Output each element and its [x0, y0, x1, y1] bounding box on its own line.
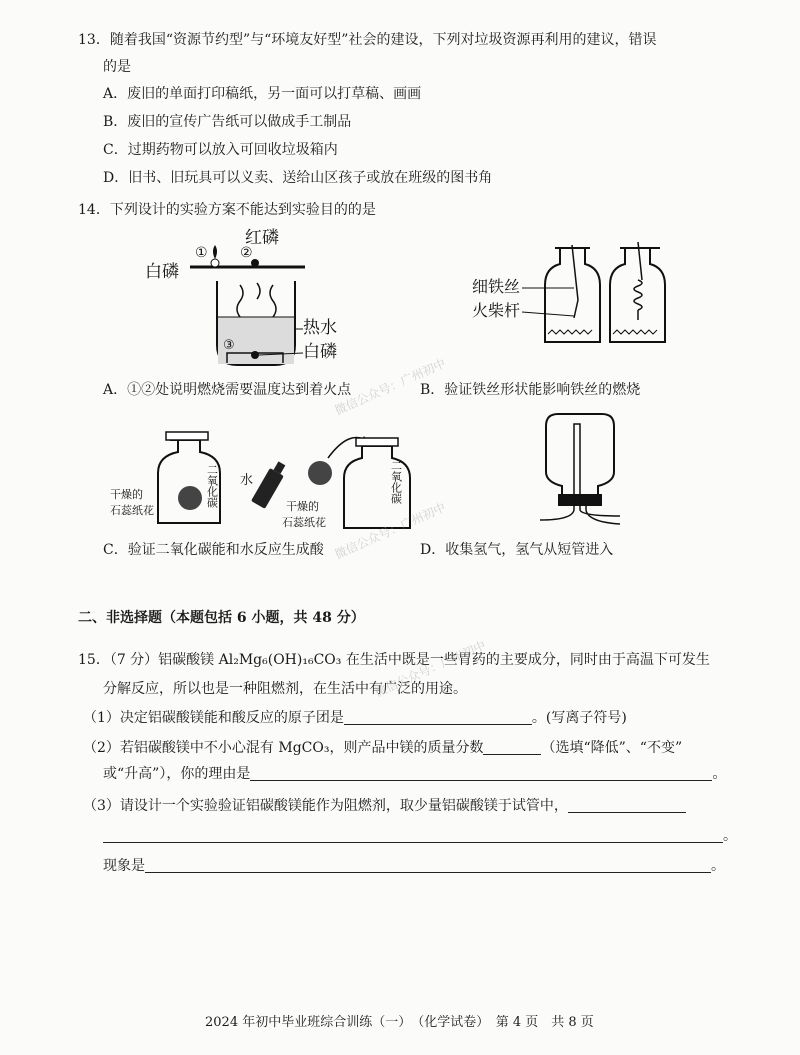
answer-blank-mass-fraction[interactable]	[483, 738, 541, 755]
label-litmus-2: 石蕊纸花	[282, 516, 326, 529]
label-red-phosphorus: 红磷	[245, 228, 279, 248]
q15-part2-reason-text: 或“升高”），你的理由是	[103, 766, 251, 782]
q15-part3	[83, 796, 686, 816]
q15-part2-options: （选填“降低”、“不变”	[541, 740, 683, 756]
q15-phenomenon-label: 现象是	[103, 858, 145, 874]
mark-3: ③	[223, 338, 235, 353]
q14-stem: 14．下列设计的实验方案不能达到实验目的的是	[78, 202, 376, 218]
white-phosphorus-plate	[211, 259, 219, 267]
mark-2: ②	[240, 245, 253, 261]
answer-blank-phenomenon[interactable]	[145, 856, 711, 873]
q15-part3-period: 。	[723, 828, 737, 844]
q13-option-b: B．废旧的宣传广告纸可以做成手工制品	[103, 114, 352, 130]
q15-line1: 15．（7 分）铝碳酸镁 Al₂Mg₆(OH)₁₆CO₃ 在生活中既是一些胃药的主要成分，同时由于高温下可发生	[78, 652, 710, 668]
q15-line2: 分解反应，所以也是一种阻燃剂，在生活中有广泛的用途。	[103, 681, 467, 697]
q15-part3-line2	[103, 826, 737, 846]
label-dry-2: 干燥的	[286, 500, 319, 513]
q14-option-d: D．收集氢气，氢气从短管进入	[420, 542, 614, 558]
q13-stem-line2: 的是	[103, 59, 131, 75]
coiled-iron-wire	[634, 280, 642, 310]
q14-option-a: A．①②处说明燃烧需要温度达到着火点	[103, 382, 352, 398]
q15-part2	[83, 738, 682, 758]
spray-bottle-icon	[251, 468, 284, 509]
flame-icon	[213, 245, 217, 259]
q15-part3-text: （3）请设计一个实验验证铝碳酸镁能作为阻燃剂，取少量铝碳酸镁于试管中，	[83, 798, 568, 814]
page-footer: 2024 年初中毕业班综合训练（一） （化学试卷） 第 4 页 共 8 页	[205, 1015, 594, 1030]
white-phosphorus-underwater	[251, 351, 259, 359]
label-match-stick: 火柴杆	[472, 301, 521, 320]
label-white-phosphorus-top: 白磷	[145, 262, 179, 282]
section-2-title: 二、非选择题（本题包括 6 小题，共 48 分）	[78, 610, 365, 626]
figure-b-iron-wire-bottles	[470, 240, 700, 352]
answer-blank-experiment-2[interactable]	[103, 826, 723, 843]
label-litmus-1: 石蕊纸花	[110, 504, 154, 517]
q13-option-d: D．旧书、旧玩具可以义卖、送给山区孩子或放在班级的图书角	[103, 170, 493, 186]
mark-1: ①	[195, 245, 208, 261]
label-hot-water: 热水	[303, 318, 337, 338]
q15-part2-reason	[103, 764, 726, 784]
q15-part1-suffix: 。(写离子符号)	[531, 710, 627, 726]
q14-option-b: B．验证铁丝形状能影响铁丝的燃烧	[420, 382, 641, 398]
q15-part1	[83, 708, 627, 728]
q15-part2-text: （2）若铝碳酸镁中不小心混有 MgCO₃，则产品中镁的质量分数	[83, 740, 484, 756]
q13-stem-line1: 13．随着我国“资源节约型”与“环境友好型”社会的建设，下列对垃圾资源再利用的建议，错误	[78, 32, 657, 48]
q15-part1-text: （1）决定铝碳酸镁能和酸反应的原子团是	[83, 710, 344, 726]
bottle-left	[545, 248, 600, 342]
watermark: 微信公众号：广州初中	[332, 500, 448, 562]
figure-d-gas-collection	[540, 410, 620, 528]
answer-blank-experiment-1[interactable]	[568, 796, 686, 813]
q13-option-a: A．废旧的单面打印稿纸，另一面可以打草稿、画画	[103, 86, 422, 102]
litmus-flower-icon	[178, 486, 202, 510]
answer-blank-reason[interactable]	[250, 764, 712, 781]
q15-phenomenon-period: 。	[711, 858, 725, 874]
figure-a-combustion-beaker	[145, 225, 345, 375]
q14-option-c: C．验证二氧化碳能和水反应生成酸	[103, 542, 324, 558]
label-white-phosphorus-bottom: 白磷	[303, 342, 337, 362]
watermark: 微信公众号：广州初中	[372, 638, 488, 700]
q15-part2-period: 。	[712, 766, 727, 782]
label-dry-1: 干燥的	[110, 488, 143, 501]
label-co2-left: 二氧化碳	[205, 464, 219, 508]
q13-option-c: C．过期药物可以放入可回收垃圾箱内	[103, 142, 338, 158]
litmus-flower-sprayed-icon	[308, 461, 332, 485]
label-iron-wire: 细铁丝	[472, 277, 521, 296]
figure-c-co2-litmus	[110, 418, 420, 536]
watermark: 微信公众号：广州初中	[332, 356, 448, 418]
label-co2-right: 二氧化碳	[390, 460, 403, 504]
q15-part3-phenomenon	[103, 856, 725, 876]
heat-waves	[237, 283, 276, 317]
straight-iron-wire	[572, 245, 578, 300]
answer-blank-ion[interactable]	[344, 708, 532, 725]
label-water: 水	[240, 473, 254, 488]
bottle-right	[610, 248, 665, 342]
